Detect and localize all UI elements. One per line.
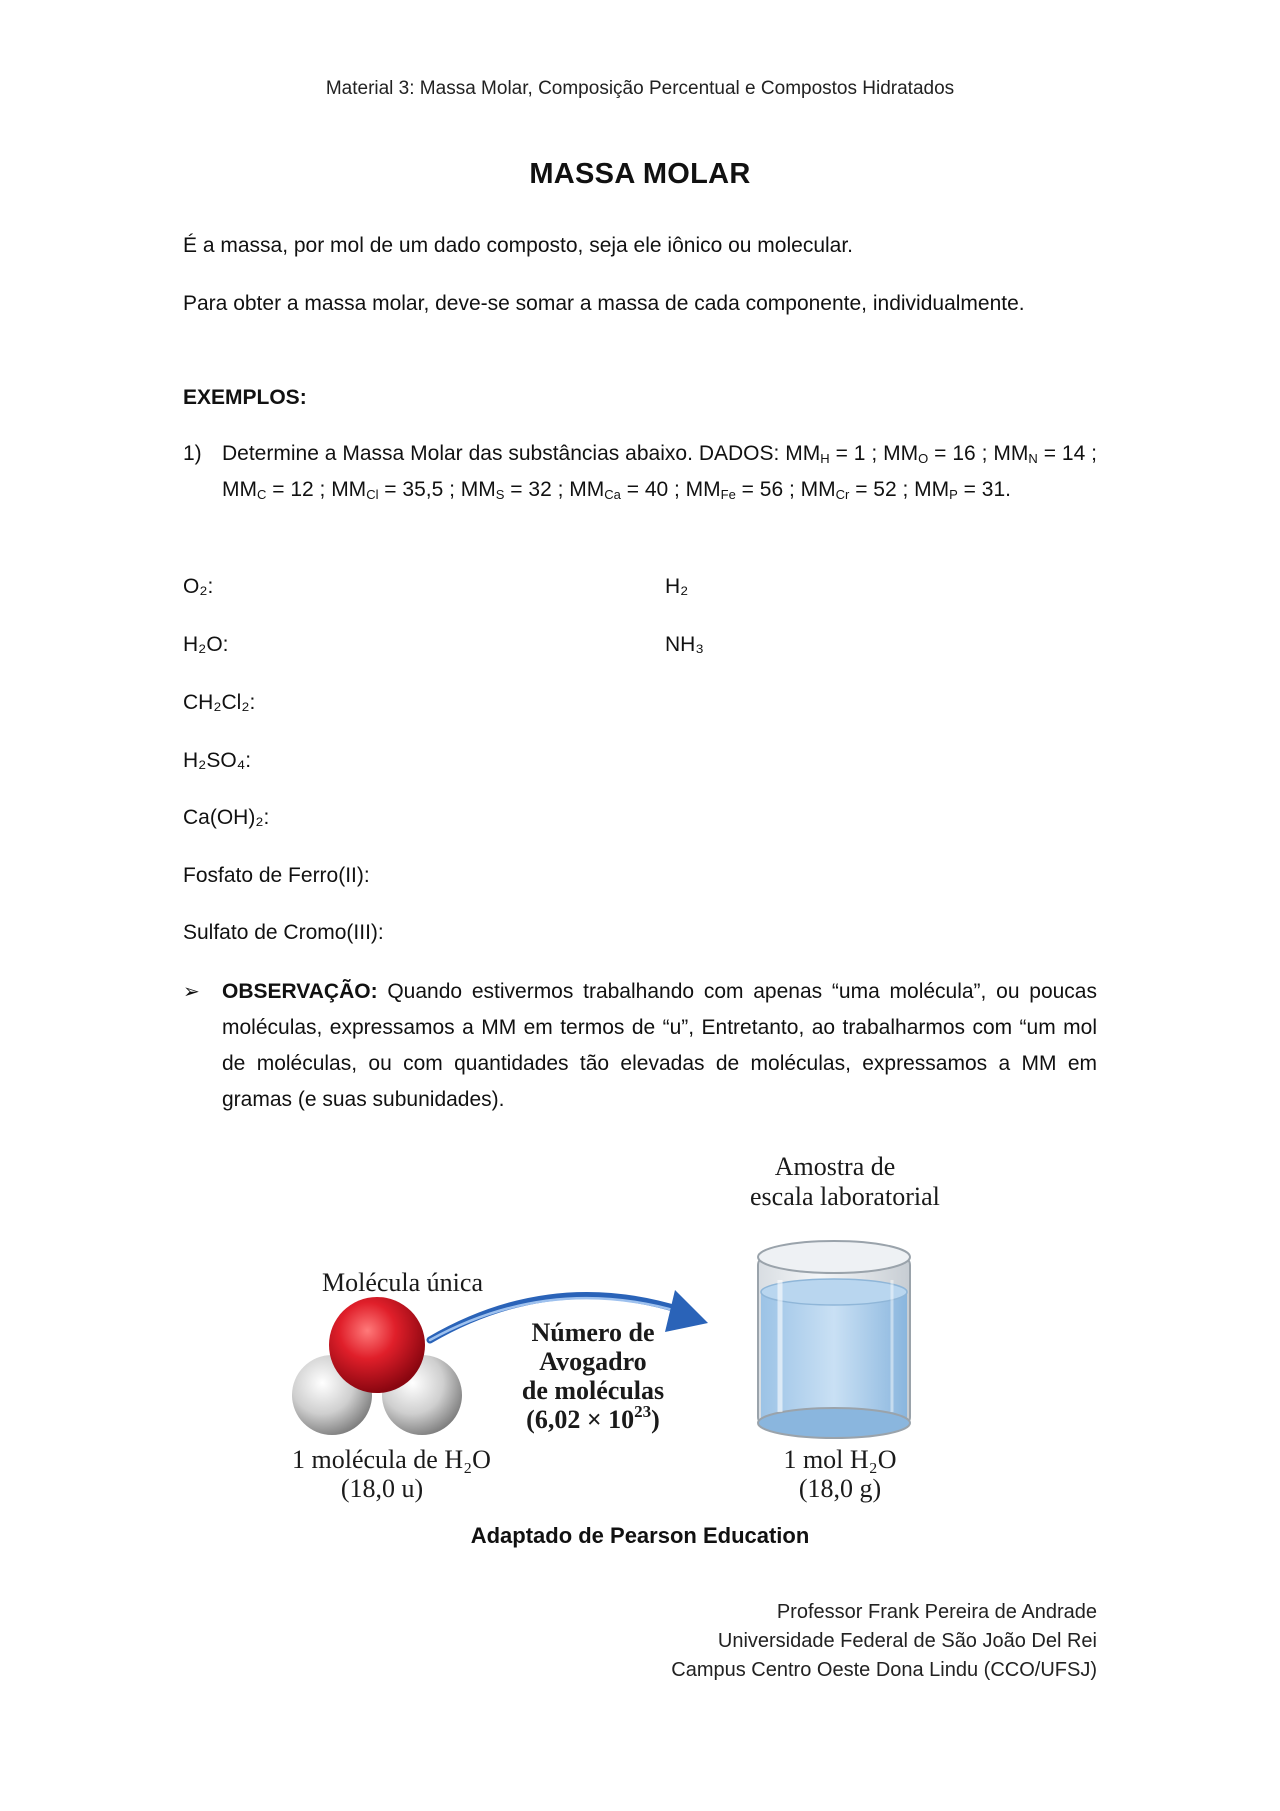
example-number: 1) [183,442,202,465]
avogadro-figure [280,1150,1000,1530]
avogadro-label [498,1318,688,1434]
molecule-caption [292,1445,491,1503]
page-header: Material 3: Massa Molar, Composição Percentual e Compostos Hidratados [325,78,955,99]
avogadro-line3: de moléculas [521,1376,665,1405]
substance-fosfato-ferro: Fosfato de Ferro(II): [183,864,370,887]
data-fe: 56 [759,478,784,501]
sample-label [750,1152,940,1212]
data-p: 31 [981,478,1006,501]
sample-label-line2: escala laboratorial [750,1182,940,1211]
data-cr: 52 [873,478,897,501]
examples-heading: EXEMPLOS: [183,386,307,409]
water-molecule-icon [292,1297,462,1435]
molecule-caption-line2: (18,0 u) [340,1474,424,1503]
substance-h2o: H₂O: [183,633,229,656]
data-h: 1 [853,442,866,465]
molecule-label: Molécula única [322,1268,483,1297]
data-n: 14 [1061,442,1086,465]
footer-campus: Campus Centro Oeste Dona Lindu (CCO/UFSJ) [671,1659,1097,1681]
data-cl: 35,5 [402,478,444,501]
example-intro: Determine a Massa Molar das substâncias abaixo. DADOS: [222,442,780,465]
data-s: 32 [528,478,552,501]
data-o: 16 [952,442,976,465]
beaker-icon [758,1241,910,1438]
figure-caption: Adaptado de Pearson Education [470,1523,810,1548]
observation-label: OBSERVAÇÃO: [222,980,378,1003]
substance-ch2cl2: CH₂Cl₂: [183,691,256,714]
molecule-caption-line1: 1 molécula de H₂O [292,1445,491,1474]
avogadro-line1: Número de [531,1318,655,1347]
substance-h2so4: H₂SO₄: [183,749,252,772]
data-c: 12 [290,478,314,501]
substance-o2: O₂: [183,575,214,598]
page-title: MASSA MOLAR [529,158,751,190]
substance-caoh2: Ca(OH)₂: [183,806,270,829]
definition-paragraph: É a massa, por mol de um dado composto, seja ele iônico ou molecular. [183,234,854,257]
footer-university: Universidade Federal de São João Del Rei [717,1630,1097,1652]
substance-nh3: NH₃ [665,633,704,656]
data-ca: 40 [644,478,669,501]
footer-author: Professor Frank Pereira de Andrade [776,1601,1097,1623]
footer [671,1598,1097,1685]
arrow-bullet-icon: ➢ [183,981,200,1003]
observation-body [222,974,1097,1118]
mol-caption [780,1445,900,1503]
sample-label-line1: Amostra de [774,1152,896,1181]
substance-h2: H₂ [665,575,689,598]
mol-caption-line2: (18,0 g) [798,1474,882,1503]
avogadro-line2: Avogadro [539,1347,647,1376]
substance-sulfato-cromo: Sulfato de Cromo(III): [183,921,384,944]
instruction-paragraph: Para obter a massa molar, deve-se somar a massa de cada componente, individualmente. [183,292,1025,315]
observation-block [183,974,1097,1118]
example-item-1 [183,436,1097,508]
mol-caption-line1: 1 mol H₂O [783,1445,897,1474]
observation-text: Quando estivermos trabalhando com apenas “uma molécula”, ou poucas moléculas, expressamos a MM em termos de “u”, Entretanto, ao trabalharmos com “um mol de moléculas, ou com quantidades tão elevadas de moléculas, expressamos a MM em gramas (e suas subunidades). [222,980,1097,1111]
avogadro-line4: $(6,02 \times 10^{23})$ [526,1402,660,1434]
example-text: Determine a Massa Molar das substâncias abaixo. DADOS: $MM_H = 1$ ; $MM_O = 16$ ; $MM_N = 14$ ; $MM_C = 12$ ; $MM_{Cl} = 35,5$ ; $MM_S = 32$ ; $MM_{Ca} = 40$ ; $MM_{Fe} = 56$ ; $MM_{Cr} = 52$ ; $MM_P = 31$. [222,442,1098,502]
